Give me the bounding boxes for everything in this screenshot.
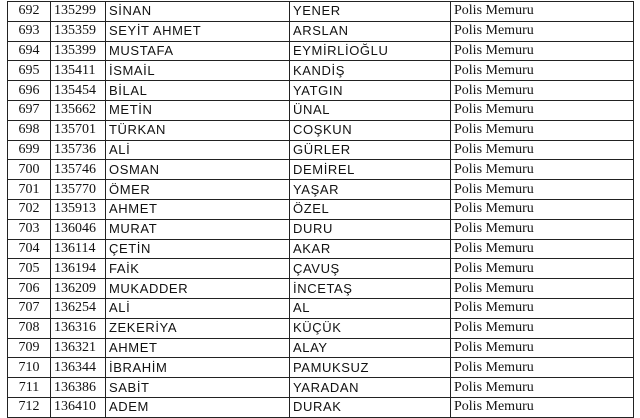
first-name-cell: AHMET bbox=[106, 199, 290, 219]
first-name-cell: MUSTAFA bbox=[106, 41, 290, 61]
table-row bbox=[8, 41, 634, 61]
table-row bbox=[8, 81, 634, 101]
first-name-cell: FAİK bbox=[106, 259, 290, 279]
first-name-cell: ZEKERİYA bbox=[106, 318, 290, 338]
title-cell: Polis Memuru bbox=[451, 100, 634, 120]
title-cell: Polis Memuru bbox=[451, 199, 634, 219]
title-cell: Polis Memuru bbox=[451, 61, 634, 81]
first-name-cell: ALİ bbox=[106, 140, 290, 160]
first-name-cell: ADEM bbox=[106, 397, 290, 417]
table-row bbox=[8, 239, 634, 259]
row-number-cell: 706 bbox=[8, 279, 51, 299]
surname-cell: COŞKUN bbox=[290, 120, 451, 140]
surname-cell: İNCETAŞ bbox=[290, 279, 451, 299]
registry-number-cell: 136046 bbox=[51, 219, 106, 239]
row-number-cell: 704 bbox=[8, 239, 51, 259]
registry-number-cell: 136254 bbox=[51, 298, 106, 318]
row-number-cell: 712 bbox=[8, 397, 51, 417]
registry-number-cell: 135770 bbox=[51, 180, 106, 200]
table-row bbox=[8, 378, 634, 398]
title-cell: Polis Memuru bbox=[451, 298, 634, 318]
registry-number-cell: 135746 bbox=[51, 160, 106, 180]
registry-number-cell: 135411 bbox=[51, 61, 106, 81]
table-row bbox=[8, 180, 634, 200]
surname-cell: DURAK bbox=[290, 397, 451, 417]
registry-number-cell: 136410 bbox=[51, 397, 106, 417]
row-number-cell: 693 bbox=[8, 21, 51, 41]
surname-cell: ALAY bbox=[290, 338, 451, 358]
title-cell: Polis Memuru bbox=[451, 219, 634, 239]
row-number-cell: 694 bbox=[8, 41, 51, 61]
title-cell: Polis Memuru bbox=[451, 160, 634, 180]
first-name-cell: SEYİT AHMET bbox=[106, 21, 290, 41]
title-cell: Polis Memuru bbox=[451, 259, 634, 279]
first-name-cell: İSMAİL bbox=[106, 61, 290, 81]
registry-number-cell: 136316 bbox=[51, 318, 106, 338]
row-number-cell: 699 bbox=[8, 140, 51, 160]
registry-number-cell: 135736 bbox=[51, 140, 106, 160]
first-name-cell: ALİ bbox=[106, 298, 290, 318]
table-row bbox=[8, 140, 634, 160]
first-name-cell: MUKADDER bbox=[106, 279, 290, 299]
table-row bbox=[8, 338, 634, 358]
registry-number-cell: 135662 bbox=[51, 100, 106, 120]
first-name-cell: TÜRKAN bbox=[106, 120, 290, 140]
registry-number-cell: 135454 bbox=[51, 81, 106, 101]
first-name-cell: ÇETİN bbox=[106, 239, 290, 259]
surname-cell: AKAR bbox=[290, 239, 451, 259]
table-row bbox=[8, 279, 634, 299]
table-row bbox=[8, 2, 634, 22]
personnel-table bbox=[7, 1, 634, 418]
table-row bbox=[8, 199, 634, 219]
table-row bbox=[8, 21, 634, 41]
table-row bbox=[8, 61, 634, 81]
title-cell: Polis Memuru bbox=[451, 140, 634, 160]
registry-number-cell: 136321 bbox=[51, 338, 106, 358]
first-name-cell: AHMET bbox=[106, 338, 290, 358]
row-number-cell: 696 bbox=[8, 81, 51, 101]
surname-cell: PAMUKSUZ bbox=[290, 358, 451, 378]
first-name-cell: SİNAN bbox=[106, 2, 290, 22]
title-cell: Polis Memuru bbox=[451, 279, 634, 299]
surname-cell: KANDİŞ bbox=[290, 61, 451, 81]
table-row bbox=[8, 219, 634, 239]
table-row bbox=[8, 397, 634, 417]
first-name-cell: OSMAN bbox=[106, 160, 290, 180]
registry-number-cell: 136194 bbox=[51, 259, 106, 279]
row-number-cell: 695 bbox=[8, 61, 51, 81]
title-cell: Polis Memuru bbox=[451, 358, 634, 378]
registry-number-cell: 135701 bbox=[51, 120, 106, 140]
surname-cell: YAŞAR bbox=[290, 180, 451, 200]
registry-number-cell: 136344 bbox=[51, 358, 106, 378]
title-cell: Polis Memuru bbox=[451, 41, 634, 61]
surname-cell: EYMİRLİOĞLU bbox=[290, 41, 451, 61]
title-cell: Polis Memuru bbox=[451, 397, 634, 417]
surname-cell: YARADAN bbox=[290, 378, 451, 398]
table-row bbox=[8, 259, 634, 279]
first-name-cell: ÖMER bbox=[106, 180, 290, 200]
surname-cell: KÜÇÜK bbox=[290, 318, 451, 338]
row-number-cell: 711 bbox=[8, 378, 51, 398]
title-cell: Polis Memuru bbox=[451, 2, 634, 22]
row-number-cell: 700 bbox=[8, 160, 51, 180]
surname-cell: YENER bbox=[290, 2, 451, 22]
title-cell: Polis Memuru bbox=[451, 21, 634, 41]
surname-cell: ÖZEL bbox=[290, 199, 451, 219]
first-name-cell: SABİT bbox=[106, 378, 290, 398]
surname-cell: YATGIN bbox=[290, 81, 451, 101]
first-name-cell: METİN bbox=[106, 100, 290, 120]
first-name-cell: MURAT bbox=[106, 219, 290, 239]
row-number-cell: 707 bbox=[8, 298, 51, 318]
table-row bbox=[8, 100, 634, 120]
row-number-cell: 705 bbox=[8, 259, 51, 279]
title-cell: Polis Memuru bbox=[451, 180, 634, 200]
table-row bbox=[8, 358, 634, 378]
row-number-cell: 709 bbox=[8, 338, 51, 358]
table-body bbox=[8, 2, 634, 418]
title-cell: Polis Memuru bbox=[451, 81, 634, 101]
table-row bbox=[8, 160, 634, 180]
table-row bbox=[8, 120, 634, 140]
row-number-cell: 702 bbox=[8, 199, 51, 219]
row-number-cell: 703 bbox=[8, 219, 51, 239]
row-number-cell: 701 bbox=[8, 180, 51, 200]
row-number-cell: 710 bbox=[8, 358, 51, 378]
registry-number-cell: 135399 bbox=[51, 41, 106, 61]
first-name-cell: İBRAHİM bbox=[106, 358, 290, 378]
surname-cell: ÜNAL bbox=[290, 100, 451, 120]
registry-number-cell: 135299 bbox=[51, 2, 106, 22]
registry-number-cell: 136114 bbox=[51, 239, 106, 259]
table-row bbox=[8, 318, 634, 338]
row-number-cell: 698 bbox=[8, 120, 51, 140]
title-cell: Polis Memuru bbox=[451, 239, 634, 259]
surname-cell: DURU bbox=[290, 219, 451, 239]
surname-cell: ÇAVUŞ bbox=[290, 259, 451, 279]
title-cell: Polis Memuru bbox=[451, 338, 634, 358]
registry-number-cell: 136209 bbox=[51, 279, 106, 299]
surname-cell: DEMİREL bbox=[290, 160, 451, 180]
title-cell: Polis Memuru bbox=[451, 120, 634, 140]
registry-number-cell: 135359 bbox=[51, 21, 106, 41]
row-number-cell: 708 bbox=[8, 318, 51, 338]
first-name-cell: BİLAL bbox=[106, 81, 290, 101]
row-number-cell: 697 bbox=[8, 100, 51, 120]
surname-cell: GÜRLER bbox=[290, 140, 451, 160]
registry-number-cell: 136386 bbox=[51, 378, 106, 398]
registry-number-cell: 135913 bbox=[51, 199, 106, 219]
title-cell: Polis Memuru bbox=[451, 318, 634, 338]
surname-cell: AL bbox=[290, 298, 451, 318]
surname-cell: ARSLAN bbox=[290, 21, 451, 41]
table-row bbox=[8, 298, 634, 318]
title-cell: Polis Memuru bbox=[451, 378, 634, 398]
row-number-cell: 692 bbox=[8, 2, 51, 22]
